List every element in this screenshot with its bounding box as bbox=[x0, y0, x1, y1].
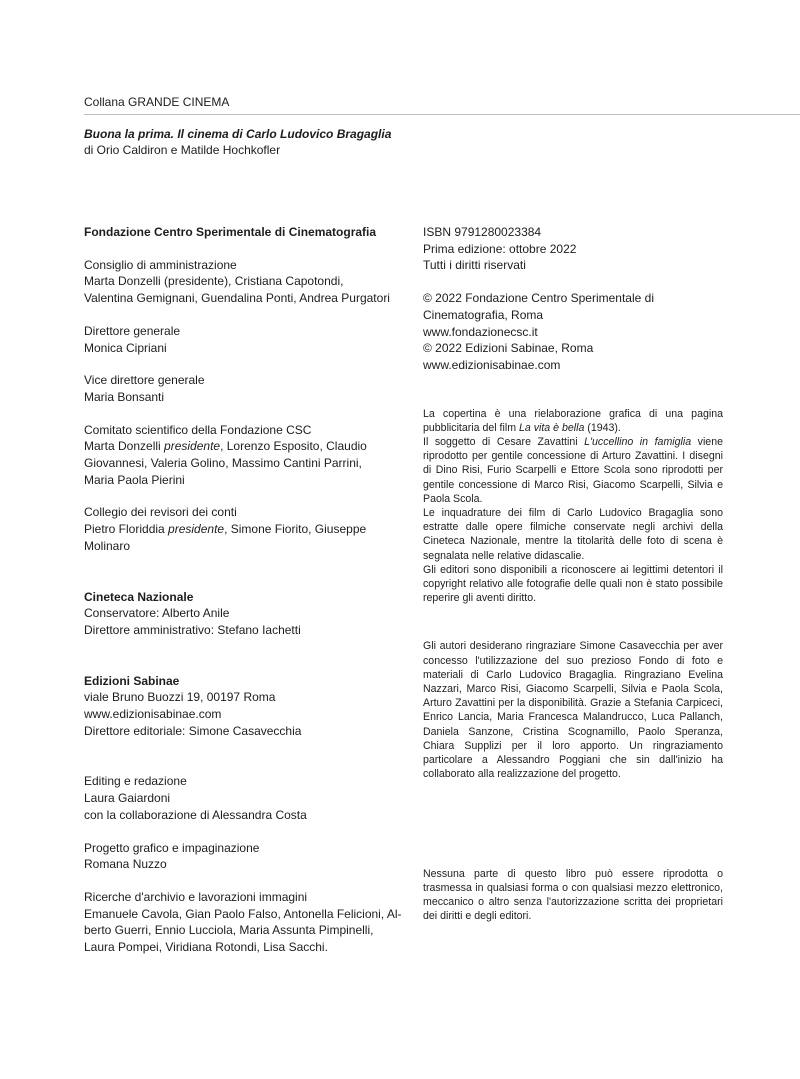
sci-title: Comitato scientifico della Fondazione CSC bbox=[84, 422, 312, 437]
copyright-url: www.fondazionecsc.it bbox=[423, 324, 538, 339]
design-title: Progetto grafico e impaginazione bbox=[84, 840, 260, 855]
research-title: Ricerche d'archivio e lavorazioni immagini bbox=[84, 889, 308, 904]
vdg-title: Vice direttore generale bbox=[84, 373, 205, 388]
board-line: Valentina Gemignani, Guendalina Ponti, Andrea Purgatori bbox=[84, 291, 390, 306]
foundation-block bbox=[84, 224, 404, 241]
dg-title: Direttore generale bbox=[84, 323, 181, 338]
director-general-block bbox=[84, 323, 404, 356]
vice-director-block bbox=[84, 372, 404, 405]
copyright-line: Cinematografia, Roma bbox=[423, 307, 544, 322]
research-line: berto Guerri, Ennio Lucciola, Maria Assunta Pimpinelli, bbox=[84, 923, 374, 938]
credits-column bbox=[84, 224, 404, 956]
board-line: Marta Donzelli (presidente), Cristiana Capotondi, bbox=[84, 274, 344, 289]
board-title: Consiglio di amministrazione bbox=[84, 257, 237, 272]
acknowledgements-block bbox=[423, 639, 723, 781]
foundation-name: Fondazione Centro Sperimentale di Cinematografia bbox=[84, 225, 377, 239]
editing-line: con la collaborazione di Alessandra Costa bbox=[84, 807, 307, 822]
cineteca-line: Conservatore: Alberto Anile bbox=[84, 606, 230, 621]
series-name: Collana GRANDE CINEMA bbox=[84, 95, 230, 109]
research-line: Laura Pompei, Viridiana Rotondi, Lisa Sacchi. bbox=[84, 940, 328, 955]
cover-note: La copertina è una rielaborazione grafica di una pagina pubblicitaria del film La vita è bella (1943). bbox=[423, 407, 723, 434]
sci-line: Marta Donzelli presidente, Lorenzo Esposito, Claudio bbox=[84, 439, 367, 454]
design-block bbox=[84, 840, 404, 873]
auditors-block bbox=[84, 504, 404, 554]
sci-line: Giovannesi, Valeria Golino, Massimo Cantini Parrini, bbox=[84, 456, 362, 471]
legal-text: Nessuna parte di questo libro può essere riprodotta o trasmessa in qualsiasi forma o con qualsiasi mezzo elettronico, meccanico o altro senza l'autorizzazione scritta dei proprietari dei diritti e degli editori. bbox=[423, 867, 723, 923]
publisher-director: Direttore editoriale: Simone Casavecchia bbox=[84, 723, 302, 738]
cineteca-line: Direttore amministrativo: Stefano Iachetti bbox=[84, 622, 301, 637]
design-name: Romana Nuzzo bbox=[84, 857, 167, 872]
book-authors: di Orio Caldiron e Matilde Hochkofler bbox=[84, 143, 281, 157]
editors-note: Gli editori sono disponibili a riconoscere ai legittimi detentori il copyright relativo alle fotografie delle quali non è stato possibile reperire gli aventi diritto. bbox=[423, 563, 723, 605]
audit-line: Pietro Floriddia presidente, Simone Fiorito, Giuseppe bbox=[84, 522, 367, 537]
edition: Prima edizione: ottobre 2022 bbox=[423, 241, 577, 256]
editing-block bbox=[84, 773, 404, 823]
publisher-url: www.edizionisabinae.com bbox=[84, 707, 222, 722]
copyright-url: www.edizionisabinae.com bbox=[423, 357, 561, 372]
book-title: Buona la prima. Il cinema di Carlo Ludovico Bragaglia bbox=[84, 127, 392, 141]
publisher-name: Edizioni Sabinae bbox=[84, 673, 180, 688]
research-line: Emanuele Cavola, Gian Paolo Falso, Antonella Felicioni, Al- bbox=[84, 906, 402, 921]
dg-name: Monica Cipriani bbox=[84, 340, 167, 355]
board-block bbox=[84, 257, 404, 307]
audit-line: Molinaro bbox=[84, 538, 131, 553]
audit-title: Collegio dei revisori dei conti bbox=[84, 505, 237, 520]
isbn: ISBN 9791280023384 bbox=[423, 225, 542, 239]
publisher-block bbox=[84, 673, 404, 740]
legal-block bbox=[423, 867, 723, 924]
rights-reserved: Tutti i diritti riservati bbox=[423, 258, 526, 273]
thanks-text: Gli autori desiderano ringraziare Simone Casavecchia per aver concesso l'utilizzazione del suo prezioso Fondo di foto e materiali di Carlo Ludovico Bragaglia. Ringraziano Evelina Nazzari, Marco Risi, Giacomo Scarpelli, Silvia e Paola Scola, Arturo Zavattini per la disponibilità. Grazie a Stefania Carpiceci, Enrico Lancia, Maria Francesca Malandrucco, Luca Pallanch, Daniela Sanzone, Cristina Scognamillo, Paolo Speranza, Chiara Supplizi per il loro apporto. Un ringraziamento particolare a Alessandro Poggiani che sin dall'inizio ha collaborato alla realizzazione del progetto. bbox=[423, 640, 723, 781]
page-header bbox=[84, 94, 800, 158]
editing-line: Laura Gaiardoni bbox=[84, 791, 171, 806]
copyright-line: © 2022 Fondazione Centro Sperimentale di bbox=[423, 291, 654, 306]
sci-line: Maria Paola Pierini bbox=[84, 472, 185, 487]
scientific-committee-block bbox=[84, 422, 404, 489]
editing-title: Editing e redazione bbox=[84, 774, 187, 789]
header-rule bbox=[84, 114, 800, 115]
publisher-address: viale Bruno Buozzi 19, 00197 Roma bbox=[84, 690, 276, 705]
copyright-line: © 2022 Edizioni Sabinae, Roma bbox=[423, 341, 594, 356]
cineteca-block bbox=[84, 589, 404, 639]
vdg-name: Maria Bonsanti bbox=[84, 389, 165, 404]
frames-note: Le inquadrature dei film di Carlo Ludovico Bragaglia sono estratte dalle opere filmiche conservate negli archivi della Cineteca Nazionale, mentre la titolarità delle foto di scena è segnalata nelle relative didascalie. bbox=[423, 507, 723, 562]
image-credits-block bbox=[423, 407, 723, 606]
isbn-block bbox=[423, 224, 723, 274]
rights-column bbox=[423, 224, 723, 923]
subject-note: Il soggetto di Cesare Zavattini L'uccellino in famiglia viene riprodotto per gentile concessione di Arturo Zavattini. I disegni di Dino Risi, Furio Scarpelli e Ettore Scola sono riprodotti per gentile concessione di Marco Risi, Giacomo Scarpelli, Silvia e Paola Scola. bbox=[423, 436, 723, 505]
copyright-block bbox=[423, 290, 723, 374]
research-block bbox=[84, 889, 404, 956]
cineteca-name: Cineteca Nazionale bbox=[84, 589, 194, 604]
